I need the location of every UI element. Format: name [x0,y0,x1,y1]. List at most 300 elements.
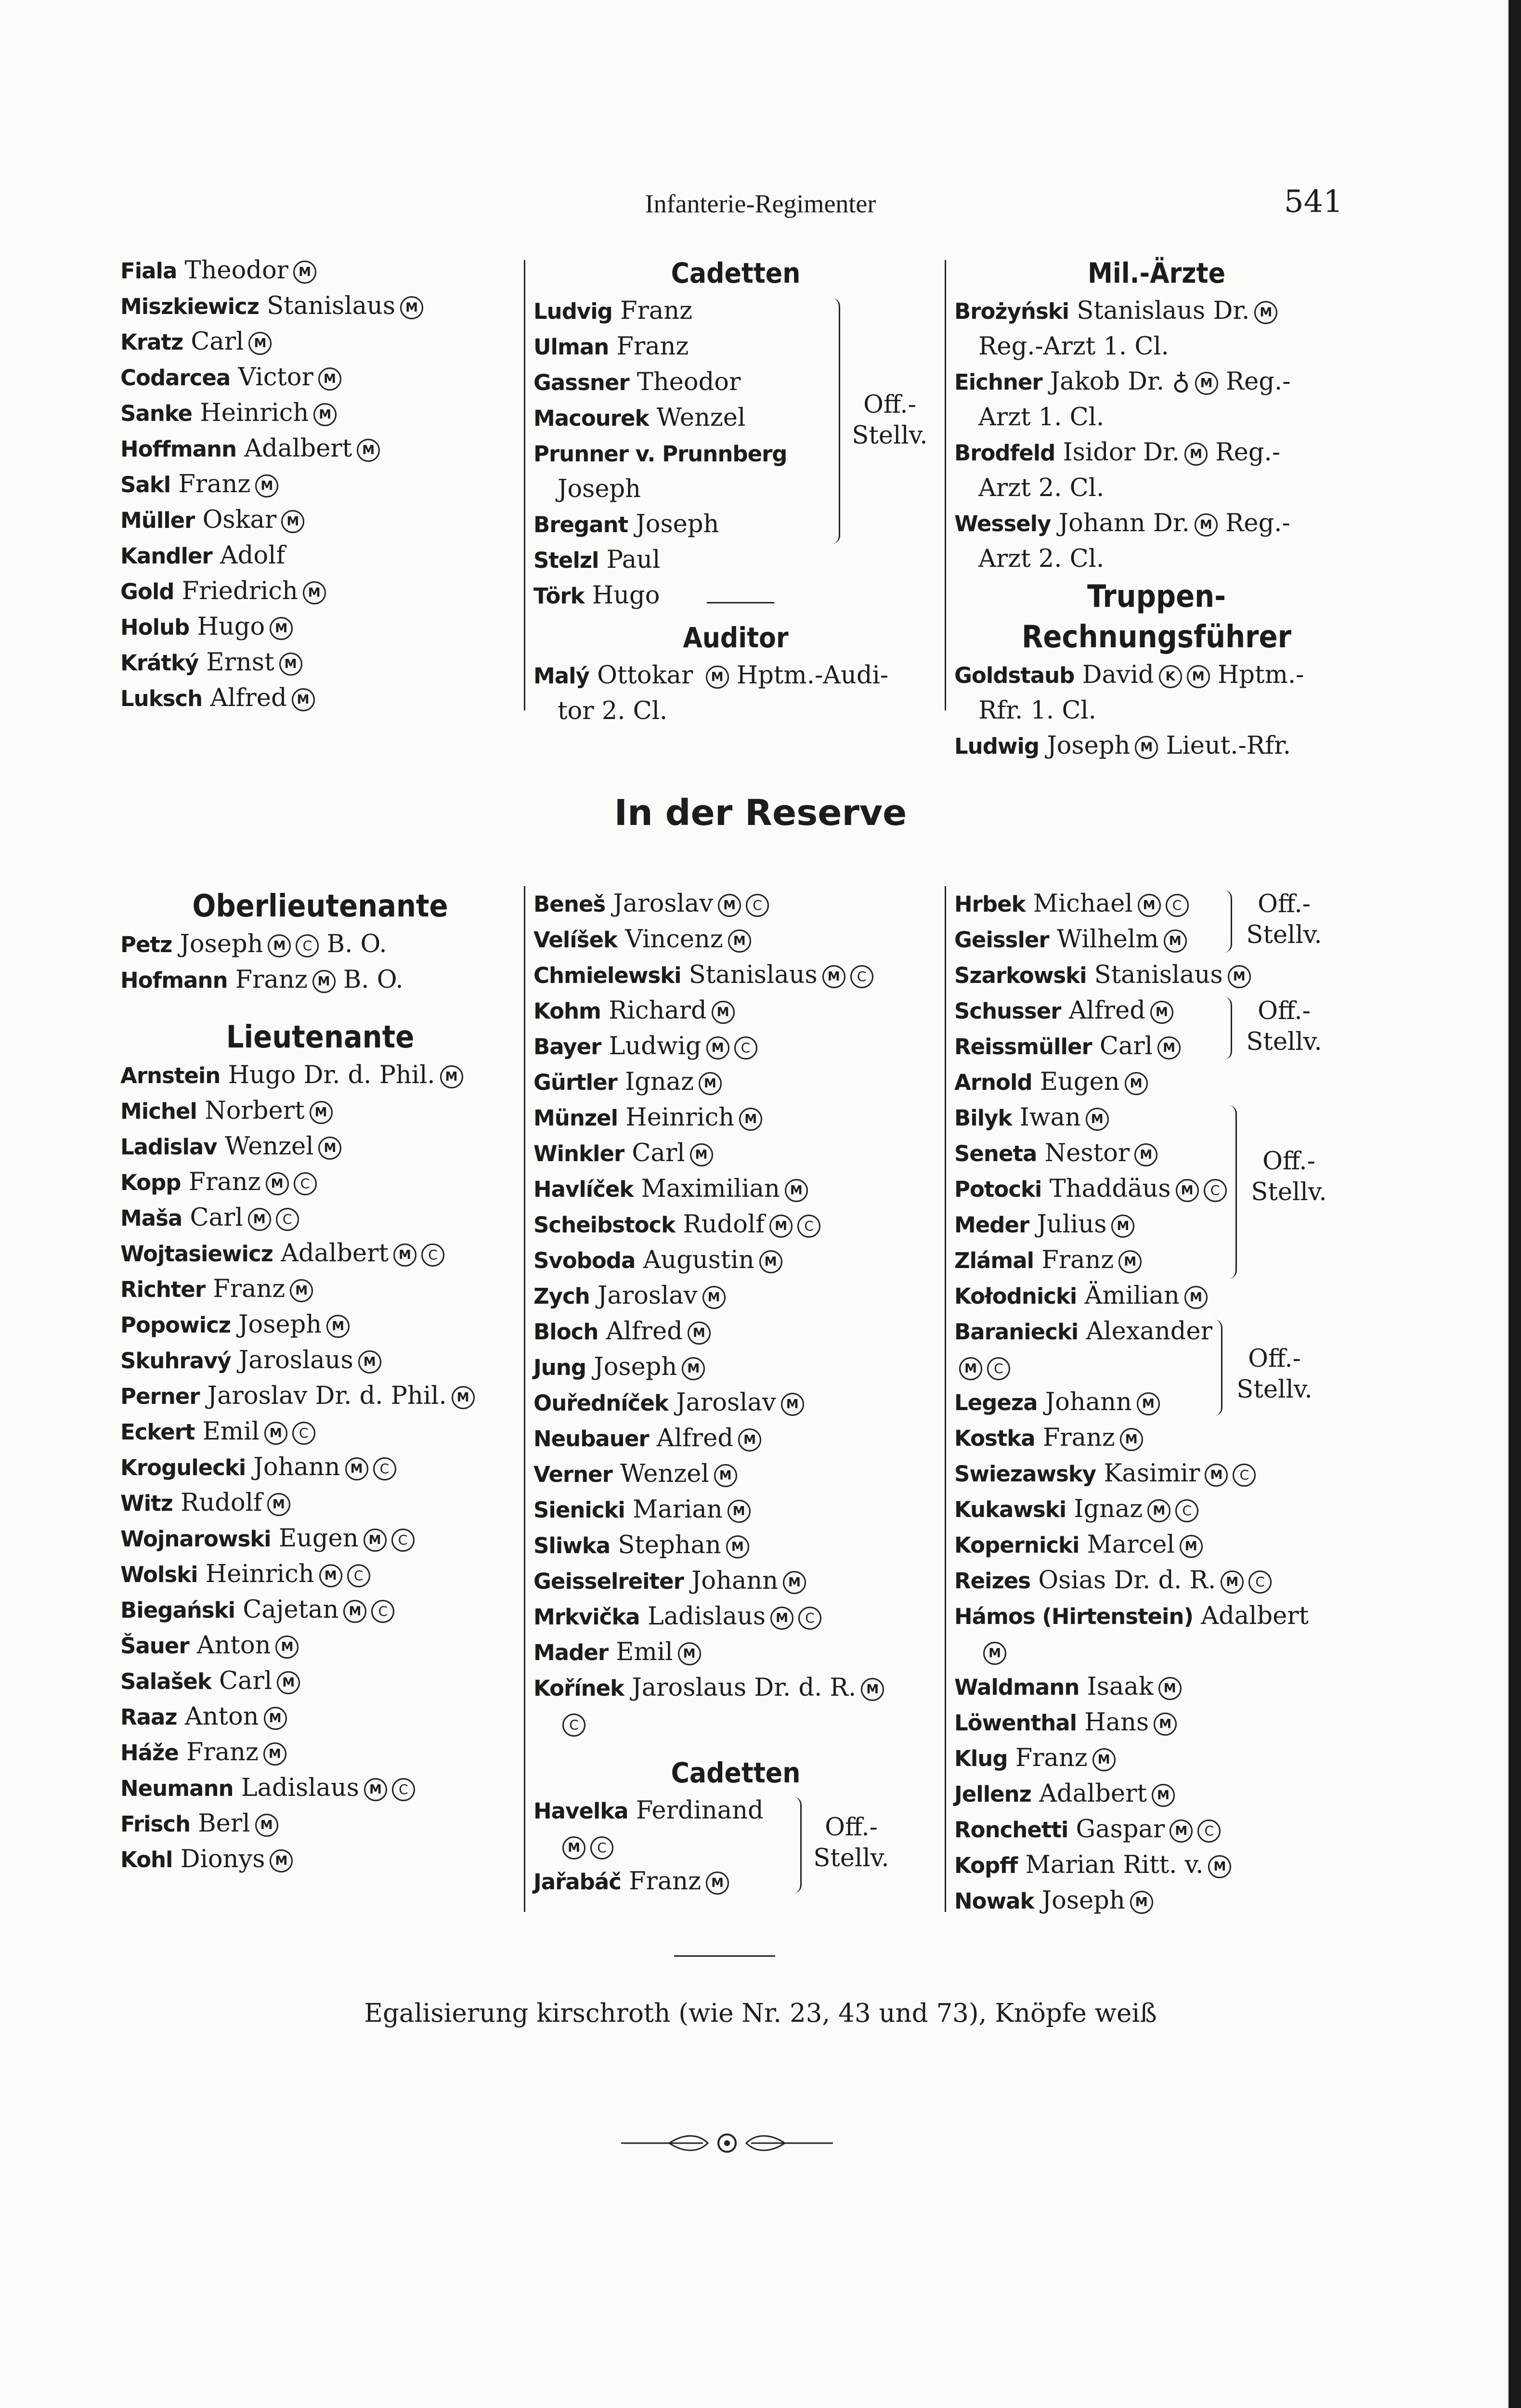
list-entry [533,1456,938,1492]
given-name: Cajetan [243,1596,339,1624]
list-entry [120,431,520,467]
marker-m: M [1086,1108,1109,1131]
list-entry [120,1129,520,1165]
rank-text: Reg.- [1225,367,1291,396]
given-name: Joseph [1047,732,1131,760]
given-name: Ämilian [1084,1282,1180,1310]
reserve-list [533,886,938,1741]
brace-label: Off.- Stellv. [1246,890,1322,949]
surname: Brożyński [954,299,1069,324]
given-name: Jaroslav [676,1388,776,1417]
continuation: Arzt 1. Cl. [978,403,1105,432]
list-entry [120,395,520,431]
given-name: Franz [1015,1744,1088,1772]
list-entry [120,1557,520,1592]
marker-m: M [690,1143,713,1166]
marker-c: C [1233,1464,1256,1487]
marker-m: M [1158,1677,1182,1700]
marker-m: M [1254,301,1277,324]
marker-m: M [318,367,341,391]
reserve-column-1 [120,886,520,1877]
marker-c: C [798,1607,821,1630]
oberlt-list [120,927,520,998]
surname: Krogulecki [120,1455,246,1480]
officer-list [120,253,520,716]
marker-m: M [275,1636,299,1659]
given-name: Theodor [637,368,741,396]
surname: Kukawski [954,1497,1066,1522]
marker-m: M [255,1814,278,1837]
given-name: Adolf [220,541,286,570]
given-name: Emil [202,1417,260,1446]
given-name: Augustin [643,1246,754,1274]
marker-m: M [706,1871,729,1895]
surname: Popowicz [120,1312,231,1338]
surname: Kopff [954,1853,1018,1878]
list-entry [120,502,520,538]
marker-m: M [452,1386,475,1409]
rank-text: B. O. [326,930,387,958]
given-name: Carl [191,327,244,356]
surname: Petz [120,932,172,957]
surname: Frisch [120,1811,190,1837]
list-entry [954,1243,1359,1278]
marker-m: M [268,934,291,957]
surname: Gold [120,579,174,604]
auditor-entry: Malý Ottokar M Hptm.-Audi- tor 2. Cl. [533,661,889,725]
list-entry [954,293,1359,364]
surname: Scheibstock [533,1212,676,1238]
given-name: Rudolf [683,1210,765,1239]
surname: Sliwka [533,1533,611,1558]
surname: Szarkowski [954,963,1087,988]
surname: Kopp [120,1170,181,1195]
marker-m: M [319,1564,342,1587]
rank-text: Reg.- [1225,509,1290,537]
marker-m: M [400,296,423,319]
marker-m: M [266,1172,289,1195]
list-entry [120,645,520,681]
list-entry [954,657,1359,728]
list-entry [120,1699,520,1735]
aerzte-heading: Mil.-Ärzte [1087,257,1225,289]
list-entry [533,1278,938,1314]
surname: Hoffmann [120,436,237,462]
marker-m: M [1138,894,1161,917]
surname: Bilyk [954,1105,1012,1131]
given-name: David [1082,661,1154,689]
list-entry [533,293,938,329]
marker-c: C [746,894,769,917]
given-name: Nestor [1044,1139,1130,1167]
given-name: Adalbert [1039,1780,1147,1808]
cadet-entry: Törk Hugo [533,581,660,610]
given-name: Joseph [594,1353,677,1381]
marker-m: M [267,1493,290,1516]
continuation [533,1706,938,1741]
list-entry [120,927,520,962]
given-name: Stanislaus [1094,961,1223,989]
brace [793,1797,802,1893]
list-entry [954,1278,1359,1314]
given-name: Ignaz [1074,1495,1143,1523]
surname: Seneta [954,1141,1037,1166]
list-entry [533,1349,938,1385]
list-entry [533,1064,938,1100]
marker-m: M [770,1607,793,1630]
surname: Perner [120,1384,200,1409]
marker-m: M [712,1001,735,1024]
given-name: Joseph [238,1310,322,1339]
marker-c: C [392,1778,415,1801]
surname: Bayer [533,1034,601,1060]
list-entry [120,1770,520,1806]
rank-text: Lieut.-Rfr. [1166,732,1291,760]
surname: Richter [120,1277,206,1302]
marker-m: M [861,1678,884,1701]
marker-m: M [688,1322,711,1345]
given-name: Hugo [197,613,265,641]
given-name: Jaroslav [597,1282,698,1310]
surname: Holub [120,615,190,640]
marker-m: M [1184,443,1208,466]
given-name: Eugen [1040,1068,1120,1096]
list-entry [954,1207,1359,1243]
short-rule [674,1955,775,1957]
marker-m: M [364,1529,387,1552]
marker-m: M [248,332,272,355]
given-name: Franz [178,470,251,498]
list-entry [533,1100,938,1136]
given-name: Alfred [656,1424,733,1453]
list-entry [954,364,1359,435]
marker-m: M [1135,736,1158,759]
brace-label: Off.- Stellv. [852,391,928,450]
list-entry [533,1136,938,1171]
list-entry [120,1378,520,1414]
brace-label: Off.- Stellv. [1236,1345,1313,1404]
list-entry [533,886,938,922]
marker-m: M [1147,1499,1170,1522]
given-name: Carl [190,1204,243,1232]
list-entry [120,1450,520,1485]
list-entry [120,1414,520,1450]
given-name: Ladislaus [241,1774,359,1802]
marker-c: C [347,1564,370,1587]
marker-c: C [391,1529,415,1552]
list-entry [954,728,1359,764]
marker-m: M [1118,1250,1142,1273]
marker-m: M [718,894,741,917]
surname: Biegański [120,1597,235,1623]
given-name: Franz [620,297,693,325]
surname: Jellenz [954,1781,1031,1807]
surname: Ludvig [533,299,612,324]
surname: Neubauer [533,1426,649,1452]
given-name: Ludwig [609,1032,702,1060]
list-entry [954,1669,1359,1705]
marker-m: M [1187,665,1210,688]
given-name: Friedrich [182,577,298,605]
list-entry [120,1271,520,1307]
marker-m: M [1205,1464,1228,1487]
surname: Waldmann [954,1675,1079,1700]
surname: Svoboda [533,1248,636,1273]
continuation: Arzt 2. Cl. [978,474,1105,502]
rank-text: B. O. [343,966,403,994]
column-rule [945,260,946,710]
given-name: Heinrich [625,1103,735,1132]
truppen-heading: Truppen-Rechnungsführer [1022,579,1291,655]
surname: Eckert [120,1419,195,1445]
list-entry [120,1343,520,1378]
marker-m: M [343,1600,366,1623]
top-column-1 [120,253,520,716]
given-name: Jaroslav Dr. d. Phil. [207,1382,447,1410]
marker-m: M [313,403,337,426]
marker-m: M [783,1571,806,1594]
marker-m: M [290,1279,313,1302]
given-name: Alfred [210,684,287,712]
cadetten-heading: Cadetten [671,257,801,289]
brace-label: Off.- Stellv. [813,1813,889,1872]
given-name: Marian [633,1495,723,1524]
given-name: Emil [616,1638,673,1666]
list-entry [954,1741,1359,1776]
given-name: Berl [198,1809,250,1838]
surname: Chmielewski [533,963,681,988]
surname: Wolski [120,1562,198,1587]
list-entry [533,1563,938,1599]
lt-heading: Lieutenante [226,1020,415,1055]
given-name: Stanislaus [689,961,818,989]
marker-m: M [277,1671,300,1694]
list-entry [954,1492,1359,1527]
marker-m: M [1176,1179,1199,1202]
list-entry [533,957,938,993]
surname: Geisselreiter [533,1569,684,1594]
given-name: Isidor Dr. [1063,438,1180,467]
surname: Hámos (Hirtenstein) [954,1604,1194,1629]
marker-m: M [270,617,293,640]
marker-c: C [1175,1499,1198,1522]
list-entry [533,507,938,542]
marker-m: M [270,1849,293,1872]
top-column-2 [533,253,938,729]
given-name: Thaddäus [1049,1175,1171,1203]
cadetten-heading: Cadetten [671,1756,801,1789]
surname: Havlíček [533,1177,634,1202]
marker-m: M [393,1243,416,1267]
marker-k: K [1159,665,1182,688]
marker-m: M [785,1179,808,1202]
marker-m: M [1157,1036,1181,1060]
list-entry [954,1812,1359,1847]
brace-label: Off.- Stellv. [1251,1147,1327,1206]
given-name: Joseph [1041,1886,1125,1915]
reserve-title: In der Reserve [614,792,907,834]
marker-c: C [590,1836,613,1859]
marker-m: M [728,929,751,953]
surname: Ronchetti [954,1817,1068,1843]
marker-m: M [1184,1286,1208,1309]
list-entry [533,1492,938,1528]
marker-c: C [1248,1570,1272,1594]
surname: Kopernicki [954,1532,1079,1558]
given-name: Ernst [206,648,274,677]
given-name: Dionys [180,1845,265,1873]
list-entry [954,957,1359,993]
marker-m: M [1125,1072,1148,1095]
surname: Prunner v. Prunnberg [533,441,787,467]
marker-m: M [562,1836,585,1859]
given-name: Isaak [1087,1673,1154,1701]
given-name: Oskar [202,506,277,534]
given-name: Wenzel [620,1460,709,1488]
page-edge [1508,0,1521,2408]
given-name: Richard [609,996,707,1025]
list-entry [120,609,520,645]
marker-m: M [1195,513,1218,537]
list-entry [533,1207,938,1243]
surname: Sanke [120,401,193,426]
marker-c: C [371,1600,394,1623]
marker-m: M [1228,965,1251,988]
surname: Luksch [120,686,203,711]
marker-c: C [1166,894,1189,917]
marker-m: M [822,965,845,988]
marker-m: M [1180,1535,1203,1558]
marker-c: C [373,1457,396,1480]
marker-m: M [728,1500,751,1523]
surname: Geissler [954,927,1049,953]
brace [1224,997,1232,1060]
given-name: Hans [1084,1708,1149,1737]
list-entry [120,1842,520,1877]
marker-c: C [296,934,319,957]
marker-m: M [1164,929,1187,953]
list-entry [120,1307,520,1343]
surname: Mader [533,1640,609,1665]
surname: Kołodnicki [954,1283,1077,1309]
surname: Schusser [954,998,1061,1024]
marker-m: M [706,666,729,689]
given-name: Rudolf [180,1489,262,1517]
list-entry [120,467,520,502]
list-entry [954,435,1359,506]
surname: Ladislav [120,1134,217,1160]
surname: Beneš [533,891,606,917]
surname: Bregant [533,512,628,537]
surname: Sienicki [533,1497,625,1523]
given-name: Johann Dr. [1058,509,1190,537]
continuation: Rfr. 1. Cl. [978,696,1096,725]
marker-m: M [1111,1215,1134,1238]
given-name: Franz [186,1738,259,1767]
surname: Jung [533,1355,586,1380]
surname: Codarcea [120,365,231,391]
marker-m: M [678,1642,701,1665]
given-name: Stanislaus [267,292,396,320]
surname: Wessely [954,511,1051,537]
given-name: Victor [238,363,313,392]
marker-m: M [263,1742,286,1766]
reserve-column-3 [954,886,1359,1919]
marker-m: M [292,688,315,711]
surname: Háže [120,1740,179,1766]
list-entry [954,1456,1359,1492]
surname: Arnstein [120,1063,221,1088]
surname: Reissmüller [954,1034,1092,1060]
list-entry [120,1521,520,1557]
surname: Klug [954,1746,1008,1771]
list-entry [120,1663,520,1699]
marker-m: M [759,1250,782,1273]
marker-m: M [1221,1570,1244,1594]
given-name: Johann [1045,1388,1132,1416]
given-name: Franz [188,1168,261,1196]
list-entry [954,1883,1359,1919]
brace-label: Off.- Stellv. [1246,997,1322,1056]
marker-m: M [959,1357,982,1380]
marker-m: M [281,510,304,533]
rank-text: Reg.- [1215,438,1280,467]
given-name: Maximilian [641,1175,780,1203]
list-entry [954,1420,1359,1456]
surname: Reizes [954,1568,1031,1594]
marker-m: M [279,653,302,676]
marker-m: M [739,1108,762,1131]
given-name: Ladislaus [647,1602,766,1631]
surname: Wojtasiewicz [120,1241,273,1267]
given-name: Vincenz [625,925,723,954]
list-entry [120,1058,520,1093]
surname: Wojnarowski [120,1526,271,1552]
marker-m: M [357,439,380,462]
given-name: Franz [213,1275,286,1303]
brace [1224,890,1232,953]
surname: Goldstaub [954,663,1075,688]
surname: Krátký [120,650,199,676]
surname: Zych [533,1283,590,1309]
list-entry [954,1100,1359,1136]
list-entry [533,1635,938,1670]
surname: Ouředníček [533,1390,668,1416]
given-name: Heinrich [205,1560,314,1588]
given-name: Wilhelm [1056,925,1159,954]
marker-m: M [726,1535,749,1558]
footer-note: Egalisierung kirschroth (wie Nr. 23, 43 und 73), Knöpfe weiß [364,1999,1157,2028]
given-name: Norbert [205,1097,305,1125]
given-name: Franz [616,332,689,361]
given-name: Adalbert [1201,1602,1309,1630]
given-name: Hugo Dr. d. Phil. [228,1061,435,1089]
surname: Ulman [533,334,609,360]
marker-m: M [1130,1891,1153,1914]
surname: Stelzl [533,548,599,573]
oberlt-heading: Oberlieutenante [192,889,448,924]
surname: Nowak [954,1888,1034,1914]
marker-c: C [562,1714,585,1737]
surname: Kořínek [533,1675,624,1701]
list-entry [533,993,938,1029]
given-name: Osias Dr. d. R. [1038,1566,1216,1595]
list-entry [120,360,520,395]
marker-c: C [421,1243,444,1267]
given-name: Adalbert [281,1239,389,1268]
given-name: Alexander [1086,1317,1212,1346]
list-entry [120,1200,520,1236]
